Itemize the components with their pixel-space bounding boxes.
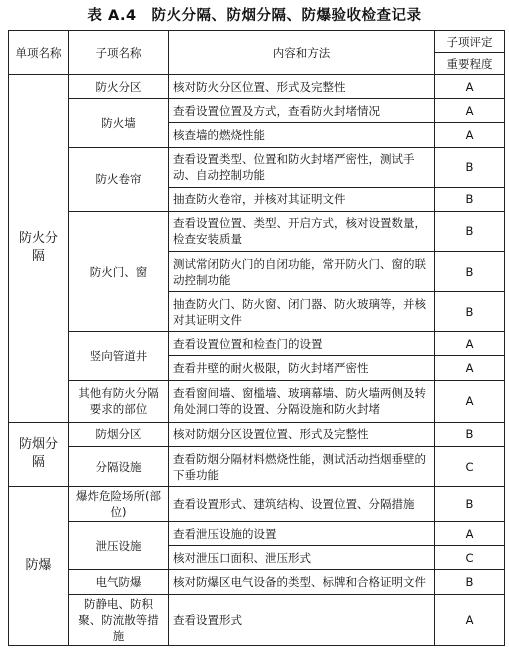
table-row — [9, 332, 505, 356]
content-cell: 抽查防火卷帘，并核对其证明文件 — [169, 187, 435, 211]
subitem-fire-wall: 防火墙 — [69, 99, 169, 147]
importance-cell: B — [435, 211, 505, 251]
subitem-relief: 泄压设施 — [69, 522, 169, 570]
content-cell: 查看设置位置和检查门的设置 — [169, 332, 435, 356]
importance-cell: A — [435, 99, 505, 123]
content-cell: 查看设置位置、类型、开启方式，核对设置数量，检查安装质量 — [169, 211, 435, 251]
header-subitem: 子项名称 — [69, 31, 169, 75]
subitem-smoke-facility: 分隔设施 — [69, 446, 169, 486]
importance-cell: A — [435, 380, 505, 422]
content-cell: 核对防火分区位置、形式及完整性 — [169, 75, 435, 99]
importance-cell: A — [435, 522, 505, 546]
importance-cell: C — [435, 446, 505, 486]
importance-cell: B — [435, 422, 505, 446]
importance-cell: B — [435, 570, 505, 594]
importance-cell: B — [435, 187, 505, 211]
content-cell: 抽查防火门、防火窗、闭门器、防火玻璃等，并核对其证明文件 — [169, 292, 435, 332]
content-cell: 查看窗间墙、窗槛墙、玻璃幕墙、防火墙两侧及转角处洞口等的设置、分隔设施和防火封堵 — [169, 380, 435, 422]
content-cell: 测试常闭防火门的自闭功能，常开防火门、窗的联动控制功能 — [169, 252, 435, 292]
subitem-explosive-place: 爆炸危险场所(部位) — [69, 487, 169, 522]
inspection-table — [8, 30, 505, 646]
importance-cell: C — [435, 546, 505, 570]
subitem-electrical: 电气防爆 — [69, 570, 169, 594]
importance-cell: B — [435, 147, 505, 187]
content-cell: 核对泄压口面积、泄压形式 — [169, 546, 435, 570]
header-row — [9, 31, 505, 53]
table-row — [9, 380, 505, 422]
content-cell: 核查墙的燃烧性能 — [169, 123, 435, 147]
category-fire-separation: 防火分隔 — [9, 75, 69, 423]
table-row — [9, 211, 505, 251]
table-row — [9, 99, 505, 123]
table-row — [9, 422, 505, 446]
content-cell: 查看设置形式 — [169, 594, 435, 645]
category-explosion-proof: 防爆 — [9, 487, 69, 646]
content-cell: 查看设置类型、位置和防火封堵严密性，测试手动、自动控制功能 — [169, 147, 435, 187]
importance-cell: A — [435, 123, 505, 147]
table-row — [9, 522, 505, 546]
subitem-fire-shutter: 防火卷帘 — [69, 147, 169, 211]
header-importance: 重要程度 — [435, 53, 505, 75]
subitem-smoke-zone: 防烟分区 — [69, 422, 169, 446]
content-cell: 查看防烟分隔材料燃烧性能，测试活动挡烟垂壁的下垂功能 — [169, 446, 435, 486]
table-row — [9, 594, 505, 645]
importance-cell: B — [435, 252, 505, 292]
header-category: 单项名称 — [9, 31, 69, 75]
subitem-other-parts: 其他有防火分隔要求的部位 — [69, 380, 169, 422]
table-row — [9, 75, 505, 99]
content-cell: 查看设置位置及方式，查看防火封堵情况 — [169, 99, 435, 123]
subitem-fire-door: 防火门、窗 — [69, 211, 169, 332]
content-cell: 核对防烟分区设置位置、形式及完整性 — [169, 422, 435, 446]
table-row — [9, 487, 505, 522]
subitem-fire-zone: 防火分区 — [69, 75, 169, 99]
content-cell: 核对防爆区电气设备的类型、标牌和合格证明文件 — [169, 570, 435, 594]
content-cell: 查看设置形式、建筑结构、设置位置、分隔措施 — [169, 487, 435, 522]
category-smoke-separation: 防烟分隔 — [9, 422, 69, 486]
table-row — [9, 446, 505, 486]
importance-cell: A — [435, 594, 505, 645]
content-cell: 查看泄压设施的设置 — [169, 522, 435, 546]
importance-cell: A — [435, 356, 505, 380]
subitem-shaft: 竖向管道井 — [69, 332, 169, 380]
importance-cell: B — [435, 487, 505, 522]
header-rating: 子项评定 — [435, 31, 505, 53]
content-cell: 查看井壁的耐火极限，防火封堵严密性 — [169, 356, 435, 380]
table-row — [9, 570, 505, 594]
header-content: 内容和方法 — [169, 31, 435, 75]
table-row — [9, 147, 505, 187]
importance-cell: B — [435, 292, 505, 332]
table-title: 表 A.4 防火分隔、防烟分隔、防爆验收检查记录 — [87, 8, 422, 24]
importance-cell: A — [435, 332, 505, 356]
subitem-static: 防静电、防积聚、防流散等措施 — [69, 594, 169, 645]
importance-cell: A — [435, 75, 505, 99]
